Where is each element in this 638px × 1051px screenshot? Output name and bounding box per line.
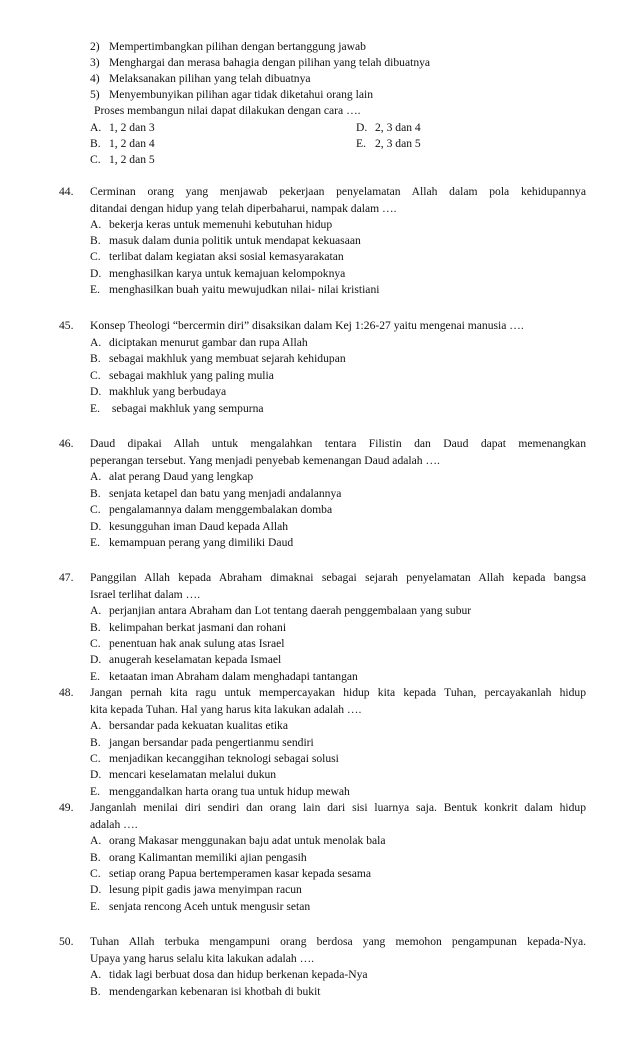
option-text: jangan bersandar pada pengertianmu sendiri bbox=[109, 736, 314, 749]
question-text-line: adalah …. bbox=[90, 818, 138, 831]
option-letter: A. bbox=[90, 470, 102, 483]
item-number: 4) bbox=[90, 72, 100, 85]
option-text: menjadikan kecanggihan teknologi sebagai solusi bbox=[109, 752, 339, 765]
answer-option bbox=[90, 984, 321, 999]
option-text: 1, 2 dan 4 bbox=[109, 137, 155, 150]
option-letter: B. bbox=[90, 487, 101, 500]
answer-option bbox=[90, 967, 368, 982]
option-letter: A. bbox=[90, 218, 102, 231]
answer-option bbox=[90, 217, 332, 232]
option-letter: E. bbox=[90, 536, 100, 549]
option-letter: C. bbox=[90, 752, 101, 765]
option-text: bekerja keras untuk memenuhi kebutuhan hidup bbox=[109, 218, 333, 231]
question-text-line: Upaya yang harus selalu kita lakukan adalah …. bbox=[90, 952, 315, 965]
answer-option bbox=[90, 899, 310, 914]
answer-option bbox=[90, 335, 308, 350]
option-text: menggandalkan harta orang tua untuk hidup mewah bbox=[109, 785, 350, 798]
option-letter: D. bbox=[90, 653, 102, 666]
option-text: kemampuan perang yang dimiliki Daud bbox=[109, 536, 294, 549]
option-text: alat perang Daud yang lengkap bbox=[109, 470, 254, 483]
item-text: Mempertimbangkan pilihan dengan bertanggung jawab bbox=[109, 40, 366, 53]
question-stem: Proses membangun nilai dapat dilakukan dengan cara …. bbox=[94, 104, 361, 117]
option-text: lesung pipit gadis jawa menyimpan racun bbox=[109, 883, 302, 896]
option-text: menghasilkan buah yaitu mewujudkan nilai- nilai kristiani bbox=[109, 283, 380, 296]
answer-option bbox=[90, 866, 371, 881]
option-letter: E. bbox=[90, 402, 100, 415]
answer-option bbox=[90, 401, 264, 416]
question-text-line: kita kepada Tuhan. Hal yang harus kita lakukan adalah …. bbox=[90, 703, 362, 716]
option-letter: B. bbox=[90, 621, 101, 634]
question-text-line: Cerminan orang yang menjawab pekerjaan penyelamatan Allah dalam pola kehidupannya bbox=[90, 185, 586, 198]
question-number: 50. bbox=[59, 935, 74, 948]
answer-option bbox=[90, 751, 339, 766]
question-number: 47. bbox=[59, 571, 74, 584]
option-text: perjanjian antara Abraham dan Lot tentang daerah penggembalaan yang subur bbox=[109, 604, 472, 617]
option-letter: D. bbox=[90, 385, 102, 398]
option-text: mendengarkan kebenaran isi khotbah di bukit bbox=[109, 985, 321, 998]
option-text: senjata ketapel dan batu yang menjadi andalannya bbox=[109, 487, 342, 500]
option-letter: A. bbox=[90, 604, 102, 617]
option-text: kesungguhan iman Daud kepada Allah bbox=[109, 520, 289, 533]
answer-option bbox=[90, 652, 281, 667]
question-text-line: Janganlah menilai diri sendiri dan orang lain dari sisi luarnya saja. Bentuk konkrit dalam hidup bbox=[90, 801, 586, 814]
answer-option bbox=[90, 282, 379, 297]
option-text: sebagai makhluk yang paling mulia bbox=[109, 369, 274, 382]
option-text: masuk dalam dunia politik untuk mendapat kekuasaan bbox=[109, 234, 361, 247]
option-text: senjata rencong Aceh untuk mengusir setan bbox=[109, 900, 311, 913]
option-letter: A. bbox=[90, 121, 102, 134]
item-number: 5) bbox=[90, 88, 100, 101]
answer-option bbox=[90, 735, 314, 750]
answer-option bbox=[90, 535, 293, 550]
question-text-line: peperangan tersebut. Yang menjadi penyebab kemenangan Daud adalah …. bbox=[90, 454, 440, 467]
option-text: orang Kalimantan memiliki ajian pengasih bbox=[109, 851, 307, 864]
answer-option bbox=[90, 486, 341, 501]
option-text: sebagai makhluk yang sempurna bbox=[109, 402, 264, 415]
answer-option bbox=[90, 620, 286, 635]
answer-option bbox=[90, 249, 344, 264]
question-number: 45. bbox=[59, 319, 74, 332]
question-text-line: Tuhan Allah terbuka mengampuni orang berdosa yang memohon pengampunan kepada-Nya. bbox=[90, 935, 586, 948]
option-text: 2, 3 dan 5 bbox=[375, 137, 421, 150]
option-letter: C. bbox=[90, 637, 101, 650]
answer-option bbox=[90, 636, 284, 651]
option-letter: E. bbox=[356, 137, 366, 150]
answer-option bbox=[90, 266, 345, 281]
option-text: 2, 3 dan 4 bbox=[375, 121, 421, 134]
option-text: 1, 2 dan 5 bbox=[109, 153, 155, 166]
item-text: Melaksanakan pilihan yang telah dibuatnya bbox=[109, 72, 311, 85]
option-text: tidak lagi berbuat dosa dan hidup berkenan kepada-Nya bbox=[109, 968, 368, 981]
answer-option bbox=[90, 384, 226, 399]
question-text-line: Konsep Theologi “bercermin diri” disaksikan dalam Kej 1:26-27 yaitu mengenai manusia …. bbox=[90, 319, 524, 332]
question-text-line: Panggilan Allah kepada Abraham dimaknai sebagai sejarah penyelamatan Allah kepada bangsa bbox=[90, 571, 586, 584]
option-letter: A. bbox=[90, 336, 102, 349]
option-text: sebagai makhluk yang membuat sejarah kehidupan bbox=[109, 352, 346, 365]
answer-option bbox=[90, 351, 346, 366]
question-text-line: ditandai dengan hidup yang telah diperbaharui, nampak dalam …. bbox=[90, 202, 397, 215]
option-text: bersandar pada kekuatan kualitas etika bbox=[109, 719, 288, 732]
item-text: Menyembunyikan pilihan agar tidak diketahui orang lain bbox=[109, 88, 374, 101]
option-letter: E. bbox=[90, 670, 100, 683]
option-letter: B. bbox=[90, 352, 101, 365]
answer-option bbox=[90, 519, 288, 534]
option-text: mencari keselamatan melalui dukun bbox=[109, 768, 277, 781]
option-text: anugerah keselamatan kepada Ismael bbox=[109, 653, 282, 666]
option-text: pengalamannya dalam menggembalakan domba bbox=[109, 503, 333, 516]
option-letter: C. bbox=[90, 153, 101, 166]
option-letter: C. bbox=[90, 250, 101, 263]
option-text: menghasilkan karya untuk kemajuan kelompoknya bbox=[109, 267, 346, 280]
option-text: orang Makasar menggunakan baju adat untuk menolak bala bbox=[109, 834, 386, 847]
question-text-line: Jangan pernah kita ragu untuk mempercayakan hidup kita kepada Tuhan, percayakanlah hidup bbox=[90, 686, 586, 699]
option-letter: B. bbox=[90, 234, 101, 247]
answer-option bbox=[90, 502, 332, 517]
option-letter: B. bbox=[90, 736, 101, 749]
answer-option bbox=[90, 368, 274, 383]
option-text: terlibat dalam kegiatan aksi sosial kemasyarakatan bbox=[109, 250, 344, 263]
question-number: 49. bbox=[59, 801, 74, 814]
item-text: Menghargai dan merasa bahagia dengan pilihan yang telah dibuatnya bbox=[109, 56, 431, 69]
option-text: penentuan hak anak sulung atas Israel bbox=[109, 637, 285, 650]
question-number: 48. bbox=[59, 686, 74, 699]
option-text: kelimpahan berkat jasmani dan rohani bbox=[109, 621, 287, 634]
question-text-line: Israel terlihat dalam …. bbox=[90, 588, 201, 601]
option-letter: B. bbox=[90, 137, 101, 150]
answer-option bbox=[90, 767, 276, 782]
option-text: ketaatan iman Abraham dalam menghadapi tantangan bbox=[109, 670, 358, 683]
answer-option bbox=[90, 233, 361, 248]
question-number: 46. bbox=[59, 437, 74, 450]
question-number: 44. bbox=[59, 185, 74, 198]
option-letter: E. bbox=[90, 785, 100, 798]
answer-option bbox=[90, 718, 288, 733]
answer-option bbox=[90, 469, 253, 484]
option-letter: A. bbox=[90, 719, 102, 732]
option-letter: D. bbox=[90, 520, 102, 533]
option-text: makhluk yang berbudaya bbox=[109, 385, 227, 398]
answer-option bbox=[90, 850, 307, 865]
option-letter: D. bbox=[90, 883, 102, 896]
option-letter: B. bbox=[90, 851, 101, 864]
option-letter: B. bbox=[90, 985, 101, 998]
option-letter: A. bbox=[90, 834, 102, 847]
option-text: diciptakan menurut gambar dan rupa Allah bbox=[109, 336, 308, 349]
option-letter: E. bbox=[90, 900, 100, 913]
option-letter: C. bbox=[90, 369, 101, 382]
answer-option bbox=[90, 603, 471, 618]
option-letter: D. bbox=[90, 267, 102, 280]
option-text: setiap orang Papua bertemperamen kasar kepada sesama bbox=[109, 867, 372, 880]
answer-option bbox=[90, 669, 358, 684]
option-letter: D. bbox=[356, 121, 368, 134]
option-text: 1, 2 dan 3 bbox=[109, 121, 155, 134]
item-number: 3) bbox=[90, 56, 100, 69]
option-letter: A. bbox=[90, 968, 102, 981]
option-letter: C. bbox=[90, 503, 101, 516]
option-letter: D. bbox=[90, 768, 102, 781]
answer-option bbox=[90, 833, 386, 848]
answer-option bbox=[90, 882, 302, 897]
answer-option bbox=[90, 784, 350, 799]
item-number: 2) bbox=[90, 40, 100, 53]
option-letter: E. bbox=[90, 283, 100, 296]
question-text-line: Daud dipakai Allah untuk mengalahkan tentara Filistin dan Daud dapat memenangkan bbox=[90, 437, 586, 450]
option-letter: C. bbox=[90, 867, 101, 880]
